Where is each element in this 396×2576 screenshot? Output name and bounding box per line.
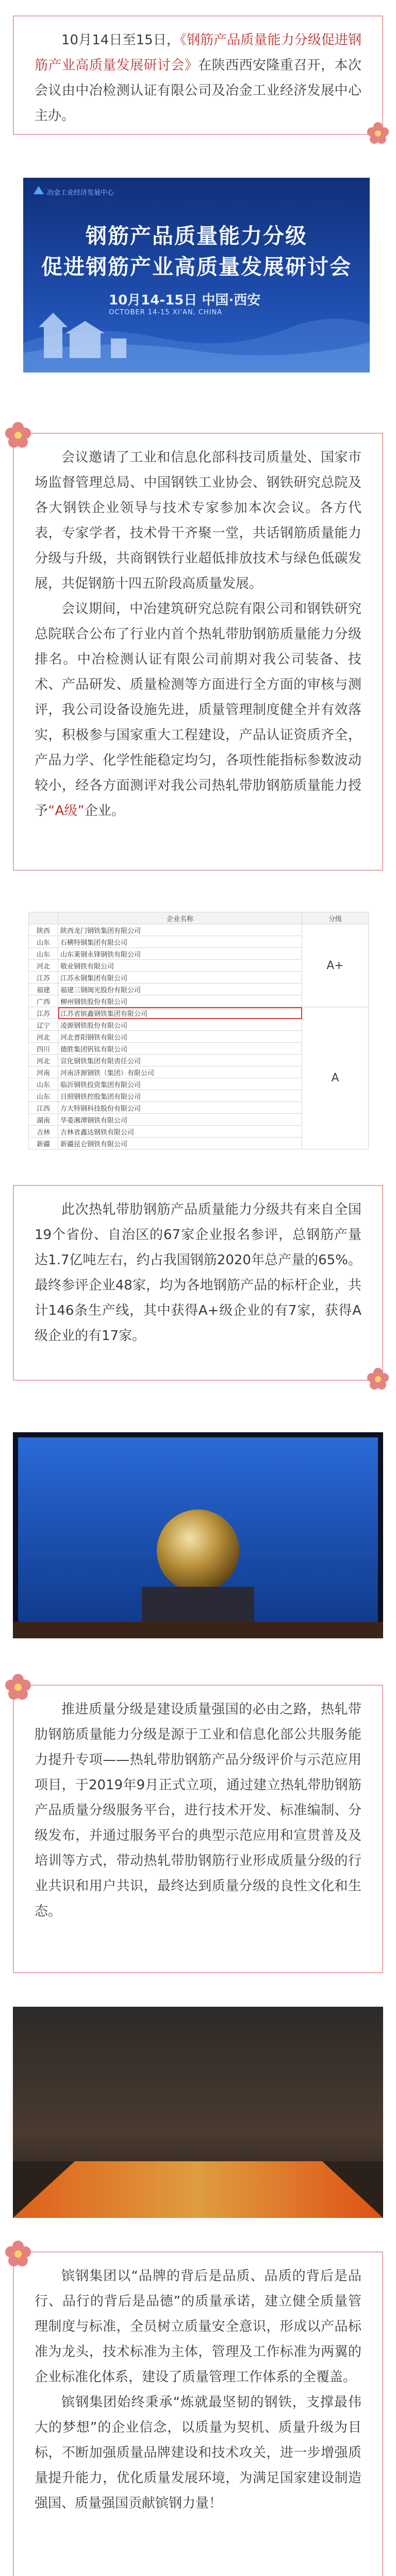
banner-title-line1: 钢筋产品质量能力分级 xyxy=(86,224,307,248)
row-province: 江西 xyxy=(29,1102,58,1114)
row-province: 广西 xyxy=(29,995,58,1007)
table-row xyxy=(29,1007,369,1019)
row-company-name: 德胜集团钒钛有限公司 xyxy=(58,1043,302,1055)
table-row xyxy=(29,924,369,936)
row-company-name: 石横特钢集团有限公司 xyxy=(58,936,302,948)
row-province: 福建 xyxy=(29,984,58,995)
banner-title-line2: 促进钢筋产业高质量发展研讨会 xyxy=(41,255,352,279)
grade-a: A xyxy=(302,1007,369,1149)
steel-mill-photo xyxy=(13,2007,383,2218)
row-company-name: 临沂钢铁投资集团有限公司 xyxy=(58,1078,302,1090)
commitment-paragraph-2: 镔钢集团始终秉承“炼就最坚韧的钢铁，支撑最伟大的梦想”的企业信念，以质量为契机、质量升级为目标，不断加强质量品牌建设和技术攻关，进一步增强质量提升能力，优化质量发展环境，为满足国家建设制造强国、质量强国贡献镔钢力量！ xyxy=(35,2395,361,2511)
background-paragraph: 推进质量分级是建设质量强国的必由之路，热轧带肋钢筋质量能力分级是源于工业和信息化部公共服务能力提升专项——热轧带肋钢筋产品分级评价与示范应用项目，于2019年9月正式立项，通过建立热轧带肋钢筋产品质量分级服务平台，进行技术开发、标准编制、分级发布，并通过服务平台的典型示范应用和宣贯普及及培训等方式，带动热轧带肋钢筋行业形成质量分级的行业共识和用户共识，最终达到质量分级的良性文化和生态。 xyxy=(35,1702,361,1919)
row-province: 江苏 xyxy=(29,1007,58,1019)
intro-card xyxy=(13,15,383,135)
row-province: 河南 xyxy=(29,1066,58,1078)
flower-icon xyxy=(4,2239,32,2268)
background-card xyxy=(13,1685,383,1973)
ceremony-photo-graphic xyxy=(13,1432,383,1638)
ceremony-photo xyxy=(13,1432,383,1638)
row-province: 四川 xyxy=(29,1043,58,1055)
row-company-name: 吉林省鑫达钢铁有限公司 xyxy=(58,1126,302,1138)
row-province: 山东 xyxy=(29,1078,58,1090)
row-province: 河北 xyxy=(29,960,58,972)
header-province xyxy=(29,912,58,924)
results-card xyxy=(13,1185,383,1381)
row-province: 山东 xyxy=(29,936,58,948)
row-company-name: 敬业钢铁有限公司 xyxy=(58,960,302,972)
row-company-name: 福建三钢闽光股份有限公司 xyxy=(58,984,302,995)
row-province: 辽宁 xyxy=(29,1019,58,1031)
flower-icon xyxy=(366,121,390,145)
meeting-paragraph-2: 会议期间，中冶建筑研究总院有限公司和钢铁研究总院联合公布了行业内首个热轧带肋钢筋质量能力分级排名。中冶检测认证有限公司前期对我公司装备、技术、产品研发、质量检测等方面进行全方面的审核与测评，我公司设备设施先进，质量管理制度健全并有效落实，积极参与国家重大工程建设，产品认证资质齐全，产品力学、化学性能稳定均匀，各项性能指标参数波动较小，经各方面测评对我公司热轧带肋钢筋质量能力授予“A级”企业。 xyxy=(35,601,361,819)
grading-table xyxy=(28,912,369,1149)
flower-icon xyxy=(4,1672,32,1701)
flower-icon xyxy=(366,1366,390,1391)
row-province: 河北 xyxy=(29,1055,58,1066)
row-company-name: 河北普阳钢铁有限公司 xyxy=(58,1031,302,1043)
row-province: 陕西 xyxy=(29,924,58,936)
table-header-row xyxy=(29,912,369,924)
commitment-paragraph-1: 镔钢集团以“品牌的背后是品质、品质的背后是品行、品行的背后是品德”的质量承诺，建立健全质量管理制度与标准，全员树立质量安全意识，形成以产品标准为龙头，技术标准为主体，管理及工作标准为两翼的企业标准化体系，建设了质量管理工作体系的全覆盖。 xyxy=(35,2268,361,2385)
grade-a-plus: A+ xyxy=(302,924,369,1007)
row-province: 河北 xyxy=(29,1031,58,1043)
row-company-name: 凌源钢铁股份有限公司 xyxy=(58,1019,302,1031)
row-company-name: 新疆昆仑钢铁有限公司 xyxy=(58,1138,302,1149)
flower-icon xyxy=(4,420,32,449)
meeting-card xyxy=(13,433,383,871)
header-company: 企业名称 xyxy=(58,912,302,924)
row-company-name: 陕西龙门钢铁集团有限公司 xyxy=(58,924,302,936)
row-company-name: 山东莱钢永锋钢铁有限公司 xyxy=(58,948,302,960)
row-company-name: 宣化钢铁集团有限责任公司 xyxy=(58,1055,302,1066)
results-paragraph: 此次热轧带肋钢筋产品质量能力分级共有来自全国19个省份、自治区的67家企业报名参评，总钢筋产量达1.7亿吨左右，约占我国钢筋2020年总产量的65%。最终参评企业48家，均为各地钢筋产品的标杆企业，共计146条生产线，其中获得A+级企业的有7家，获得A级企业的有17家。 xyxy=(35,1202,361,1344)
conference-banner xyxy=(23,178,370,372)
commitment-card xyxy=(13,2251,383,2576)
row-company-name: 华菱湘潭钢铁有限公司 xyxy=(58,1114,302,1126)
row-company-name: 江苏永钢集团有限公司 xyxy=(58,972,302,984)
intro-paragraph: 10月14日至15日，《钢筋产品质量能力分级促进钢筋产业高质量发展研讨会》在陕西西安隆重召开，本次会议由中冶检测认证有限公司及冶金工业经济发展中心主办。 xyxy=(35,32,361,124)
row-company-name: 河南济源钢铁（集团）有限公司 xyxy=(58,1066,302,1078)
logo-icon xyxy=(32,185,45,195)
row-province: 吉林 xyxy=(29,1126,58,1138)
row-province: 湖南 xyxy=(29,1114,58,1126)
row-company-name: 柳州钢铁股份有限公司 xyxy=(58,995,302,1007)
row-province: 江苏 xyxy=(29,972,58,984)
row-province: 山东 xyxy=(29,948,58,960)
header-grade: 分级 xyxy=(302,912,369,924)
banner-logo-text: 冶金工业经济发展中心 xyxy=(47,189,114,197)
banner-date: 10月14-15日 中国·西安 xyxy=(109,293,261,308)
row-company-name: 江苏省镔鑫钢铁集团有限公司 xyxy=(58,1007,302,1019)
row-company-name: 方大特钢科技股份有限公司 xyxy=(58,1102,302,1114)
meeting-paragraph-1: 会议邀请了工业和信息化部科技司质量处、国家市场监督管理总局、中国钢铁工业协会、钢铁研究总院及各大钢铁企业领导与技术专家参加本次会议。各方代表，专家学者，技术骨干齐聚一堂，共话钢筋质量能力分级与升级，共商钢铁行业超低排放技术与绿色低碳发展，共促钢筋十四五阶段高质量发展。 xyxy=(35,450,361,591)
row-province: 山东 xyxy=(29,1090,58,1102)
grading-table-grid xyxy=(28,912,369,1149)
steel-mill-graphic xyxy=(13,2007,383,2218)
banner-date-en: OCTOBER 14-15 XI'AN, CHINA xyxy=(109,309,223,316)
row-province: 新疆 xyxy=(29,1138,58,1149)
row-company-name: 日照钢铁控股集团有限公司 xyxy=(58,1090,302,1102)
